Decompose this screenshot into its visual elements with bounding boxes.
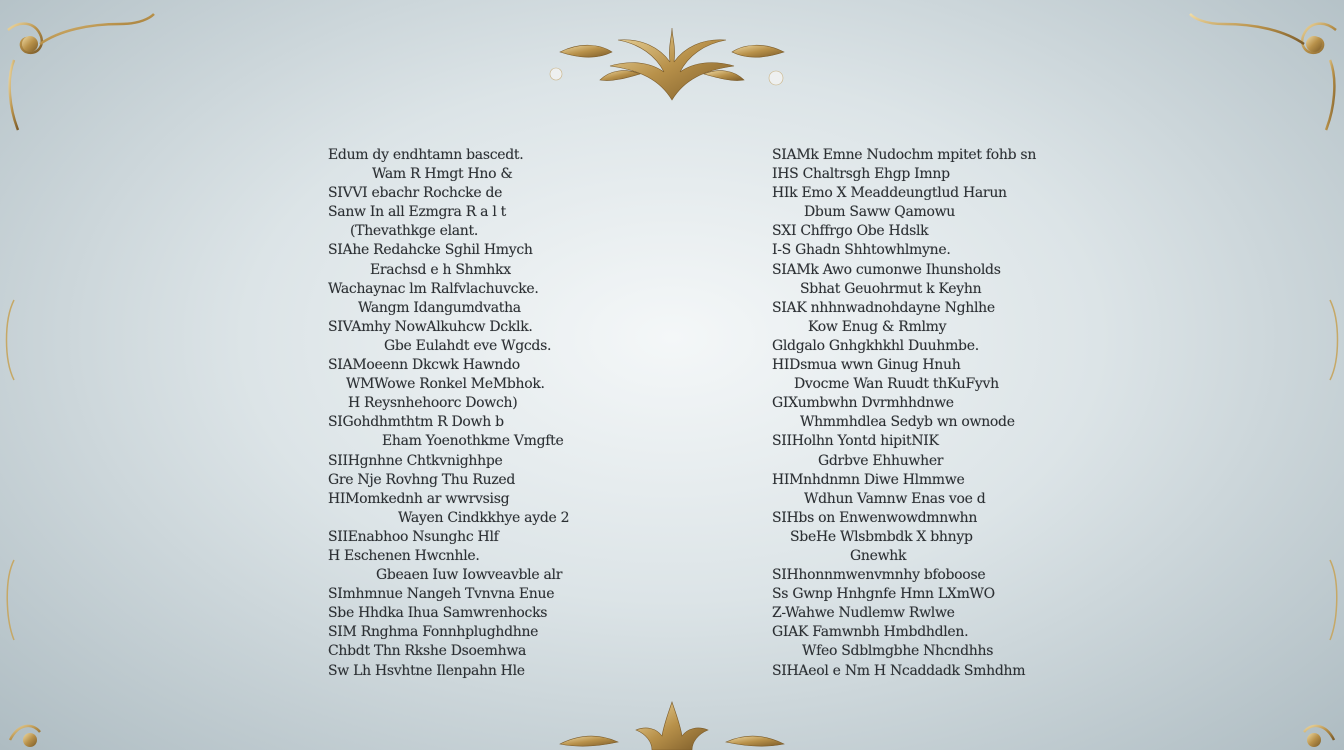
- text-line: SIIHolhn Yontd hipitNIK: [772, 433, 939, 450]
- text-line: Sbe Hhdka Ihua Samwrenhocks: [328, 605, 548, 622]
- text-line: HIMnhdnmn Diwe Hlmmwe: [772, 471, 965, 488]
- text-line: Ss Gwnp Hnhgnfe Hmn LXmWO: [772, 586, 995, 603]
- text-line: Wam R Hmgt Hno &: [372, 166, 513, 183]
- text-line: HIk Emo X Meaddeungtlud Harun: [772, 185, 1007, 202]
- text-line: Dbum Saww Qamowu: [804, 204, 956, 221]
- text-line: SIM Rnghma Fonnhplughdhne: [328, 624, 539, 641]
- text-line: Wfeo Sdblmgbhe Nhcndhhs: [802, 643, 994, 660]
- text-line: Dvocme Wan Ruudt thKuFyvh: [794, 376, 999, 393]
- text-line: Gnewhk: [850, 547, 907, 564]
- text-line: Gdrbve Ehhuwher: [818, 452, 944, 469]
- text-line: Wachaynac lm Ralfvlachuvcke.: [328, 280, 539, 297]
- text-line: IHS Chaltrsgh Ehgp Imnp: [772, 166, 950, 183]
- text-line: SIGohdhmthtm R Dowh b: [328, 414, 504, 431]
- text-line: Chbdt Thn Rkshe Dsoemhwa: [328, 643, 527, 660]
- text-line: SbeHe Wlsbmbdk X bhnyp: [790, 528, 973, 545]
- text-line: SIHhonnmwenvmnhy bfoboose: [772, 567, 986, 584]
- text-line: SIHAeol e Nm H Ncaddadk Smhdhm: [772, 662, 1026, 679]
- left-text-column: [328, 146, 568, 681]
- text-line: SIVAmhy NowAlkuhcw Dcklk.: [328, 318, 533, 335]
- text-line: Wdhun Vamnw Enas voe d: [804, 490, 986, 507]
- text-line: Sw Lh Hsvhtne Ilenpahn Hle: [328, 662, 525, 679]
- text-line: SIAMk Emne Nudochm mpitet fohb sn: [772, 147, 1037, 163]
- text-line: SImhmnue Nangeh Tvnvna Enue: [328, 586, 555, 603]
- text-line: Eham Yoenothkme Vmgfte: [382, 433, 564, 450]
- text-line: Gre Nje Rovhng Thu Ruzed: [328, 471, 516, 488]
- corner-rosette-icon: [1307, 733, 1321, 747]
- text-line: HIMomkednh ar wwrvsisg: [328, 490, 510, 507]
- text-line: WMWowe Ronkel MeMbhok.: [346, 376, 545, 393]
- text-line: GIAK Famwnbh Hmbdhdlen.: [772, 624, 969, 641]
- text-line: H Eschenen Hwcnhle.: [328, 547, 480, 564]
- text-line: Edum dy endhtamn bascedt.: [328, 147, 524, 163]
- text-line: SIIHgnhne Chtkvnighhpe: [328, 452, 503, 469]
- text-line: SIAhe Redahcke Sghil Hmych: [328, 242, 533, 259]
- text-line: Kow Enug & Rmlmy: [808, 318, 947, 335]
- text-line: Erachsd e h Shmhkx: [370, 261, 511, 278]
- frame-lines: [14, 20, 1330, 740]
- corner-rosette-icon: [22, 36, 38, 52]
- text-line: Whmmhdlea Sedyb wn ownode: [800, 414, 1015, 431]
- text-line: Wayen Cindkkhye ayde 2: [398, 509, 570, 526]
- text-line: Z-Wahwe Nudlemw Rwlwe: [772, 605, 955, 622]
- right-text-column: [772, 146, 1062, 681]
- corner-rosette-icon: [23, 733, 37, 747]
- text-line: SIAMoeenn Dkcwk Hawndo: [328, 357, 520, 374]
- text-line: SIHbs on Enwenwowdmnwhn: [772, 509, 978, 526]
- text-line: Gldgalo Gnhgkhkhl Duuhmbe.: [772, 337, 979, 354]
- text-line: (Thevathkge elant.: [350, 223, 478, 240]
- text-line: SIIEnabhoo Nsunghc Hlf: [328, 528, 499, 545]
- text-line: Sanw In all Ezmgra R a l t: [328, 204, 507, 221]
- text-line: HIDsmua wwn Ginug Hnuh: [772, 357, 961, 374]
- text-line: SIAK nhhnwadnohdayne Nghlhe: [772, 299, 995, 316]
- text-line: Sbhat Geuohrmut k Keyhn: [800, 280, 982, 297]
- text-line: SXI Chffrgo Obe Hdslk: [772, 223, 929, 240]
- text-line: I-S Ghadn Shhtowhlmyne.: [772, 242, 951, 259]
- text-line: GIXumbwhn Dvrmhhdnwe: [772, 395, 954, 412]
- corner-scroll-ornament-icon: [8, 14, 1336, 740]
- text-line: H Reysnhehoorc Dowch): [348, 395, 518, 412]
- top-center-ornament-icon: [550, 28, 784, 100]
- text-line: SIVVI ebachr Rochcke de: [328, 185, 503, 202]
- corner-rosette-icon: [1306, 36, 1322, 52]
- text-line: SIAMk Awo cumonwe Ihunsholds: [772, 261, 1001, 278]
- text-line: Gbeaen Iuw Iowveavble alr: [376, 567, 563, 584]
- bottom-center-ornament-icon: [560, 702, 784, 750]
- text-line: Wangm Idangumdvatha: [358, 299, 521, 316]
- side-scroll-ornaments: [7, 300, 1338, 640]
- text-line: Gbe Eulahdt eve Wgcds.: [384, 337, 552, 354]
